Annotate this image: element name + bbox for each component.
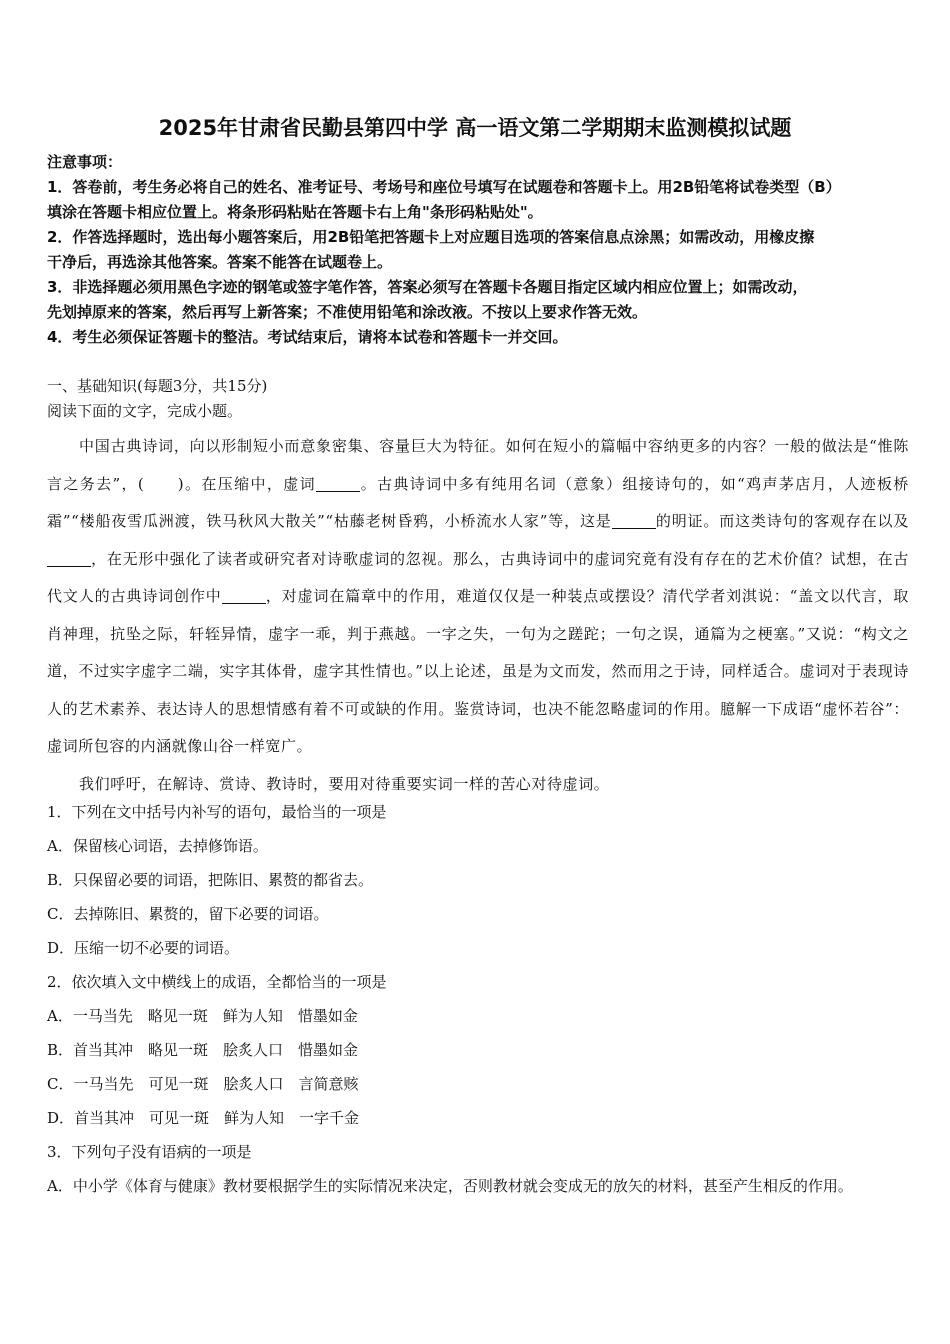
option-1a: A．保留核心词语，去掉修饰语。 bbox=[47, 837, 268, 855]
option-2a: A．一马当先 略见一斑 鲜为人知 惜墨如金 bbox=[47, 1007, 358, 1025]
section-block bbox=[47, 374, 907, 424]
section-heading: 一、基础知识(每题3分，共15分) bbox=[47, 377, 268, 395]
question-3: 3．下列句子没有语病的一项是 bbox=[47, 1143, 252, 1161]
option-1b: B．只保留必要的词语，把陈旧、累赘的都省去。 bbox=[47, 871, 374, 889]
passage-paragraph-1: 中国古典诗词，向以形制短小而意象密集、容量巨大为特征。如何在短小的篇幅中容纳更多的内容？一般的做法是“惟陈言之务去”，( )。在压缩中，虚词 。古典诗词中多有纯用名词（意象）组接诗句的，如“鸡声茅店月，人迹板桥霜”“楼船夜雪瓜洲渡，铁马秋风大散关”“枯藤老树昏鸦，小桥流水人家”等，这是 的明证。而这类诗句的客观存在以及，在无形中强化了读者或研究者对诗歌虚词的忽视。那么，古典诗词中的虚词究竟有没有存在的艺术价值？试想，在古代文人的古典诗词创作中 ，对虚词在篇章中的作用，难道仅仅是一种装点或摆设？清代学者刘淇说：“盖文以代言，取肖神理，抗坠之际，轩轾异情，虚字一乖，判于燕越。一字之失，一句为之蹉跎；一句之误，通篇为之梗塞。”又说：“构文之道，不过实字虚字二端，实字其体骨，虚字其性情也。”以上论述，虽是为文而发，然而用之于诗，同样适合。虚词对于表现诗人的艺术素养、表达诗人的思想情感有着不可或缺的作用。鉴赏诗词，也决不能忽略虚词的作用。臆解一下成语“虚怀若谷”：虚词所包容的内涵就像山谷一样宽广。 bbox=[47, 437, 909, 755]
note-line: 4．考生必须保证答题卡的整洁。考试结束后，请将本试卷和答题卡一并交回。 bbox=[47, 328, 568, 346]
fill-blank bbox=[222, 585, 266, 604]
notes-block bbox=[47, 150, 907, 350]
fill-blank bbox=[47, 548, 91, 567]
option-1c: C．去掉陈旧、累赘的，留下必要的词语。 bbox=[47, 905, 329, 923]
question-1: 1．下列在文中括号内补写的语句，最恰当的一项是 bbox=[47, 803, 387, 821]
note-line: 填涂在答题卡相应位置上。将条形码粘贴在答题卡右上角"条形码粘贴处"。 bbox=[47, 203, 543, 221]
option-2b: B．首当其冲 略见一斑 脍炙人口 惜墨如金 bbox=[47, 1041, 359, 1059]
note-line: 先划掉原来的答案，然后再写上新答案；不准使用铅笔和涂改液。不按以上要求作答无效。 bbox=[47, 303, 648, 321]
notes-heading: 注意事项： bbox=[47, 153, 123, 171]
reading-instruction: 阅读下面的文字，完成小题。 bbox=[47, 402, 243, 420]
note-line: 3．非选择题必须用黑色字迹的钢笔或签字笔作答，答案必须写在答题卡各题目指定区域内相应位置上；如需改动， bbox=[47, 278, 808, 296]
passage-paragraph-2: 我们呼吁，在解诗、赏诗、教诗时，要用对待重要实词一样的苦心对待虚词。 bbox=[79, 774, 610, 793]
option-2d: D．首当其冲 可见一斑 鲜为人知 一字千金 bbox=[47, 1109, 360, 1127]
questions-block bbox=[47, 795, 909, 1203]
option-2c: C．一马当先 可见一斑 脍炙人口 言简意赅 bbox=[47, 1075, 359, 1093]
note-line: 干净后，再选涂其他答案。答案不能答在试题卷上。 bbox=[47, 253, 393, 271]
reading-passage bbox=[47, 428, 909, 803]
question-2: 2．依次填入文中横线上的成语，全都恰当的一项是 bbox=[47, 973, 387, 991]
option-3a: A．中小学《体育与健康》教材要根据学生的实际情况来决定，否则教材就会变成无的放矢的材料，甚至产生相反的作用。 bbox=[47, 1177, 853, 1195]
note-line: 2．作答选择题时，选出每小题答案后，用2B铅笔把答题卡上对应题目选项的答案信息点涂黑；如需改动，用橡皮擦 bbox=[47, 228, 815, 246]
exam-title: 2025年甘肃省民勤县第四中学 高一语文第二学期期末监测模拟试题 bbox=[158, 116, 792, 140]
fill-blank bbox=[612, 510, 656, 529]
option-1d: D．压缩一切不必要的词语。 bbox=[47, 939, 240, 957]
note-line: 1．答卷前，考生务必将自己的姓名、准考证号、考场号和座位号填写在试题卷和答题卡上。用2B铅笔将试卷类型（B） bbox=[47, 178, 841, 196]
fill-blank bbox=[316, 473, 360, 492]
